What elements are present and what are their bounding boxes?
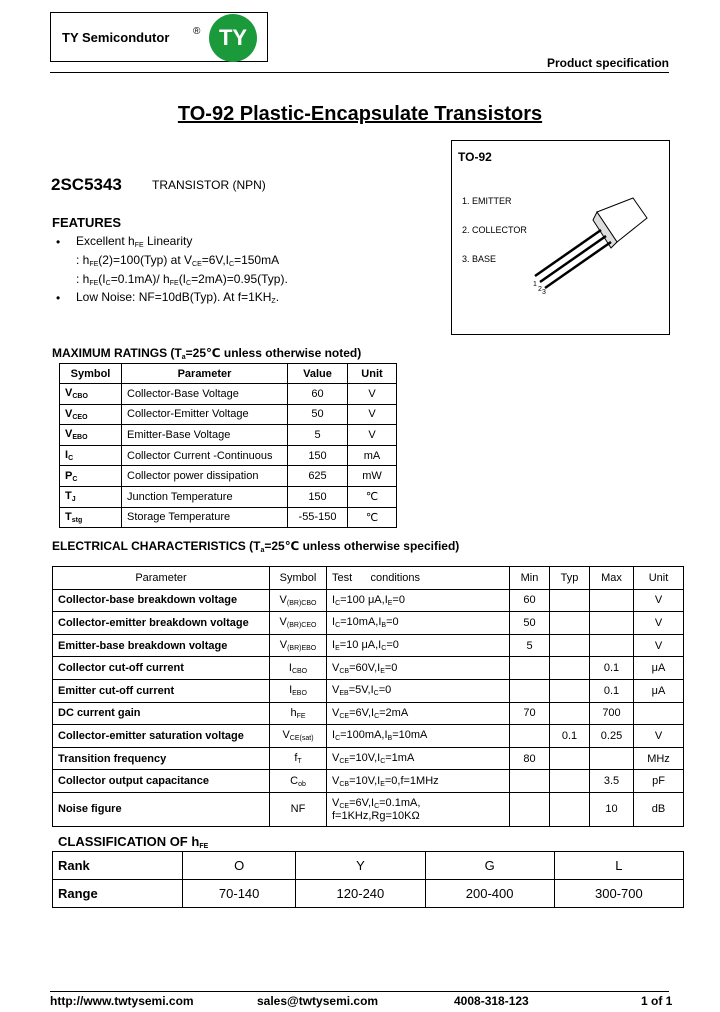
max-cell <box>590 634 634 657</box>
unit-cell: mA <box>348 445 397 466</box>
condition-cell: $V_{CB}=10V,I_E=0,f=1MHz$ <box>327 770 510 793</box>
condition-cell: $I_C=100mA,I_B=10mA$ <box>327 725 510 748</box>
table-row <box>60 384 397 405</box>
col-header: Max <box>590 567 634 590</box>
feature-low-noise: Low Noise: NF=10dB(Typ). At $f=1KH_Z$. <box>76 290 280 305</box>
features-heading: FEATURES <box>52 215 122 230</box>
typ-cell <box>550 657 590 680</box>
max-cell: 0.25 <box>590 725 634 748</box>
parameter-cell: Storage Temperature <box>122 507 288 528</box>
pin-3-label: 3. BASE <box>462 254 497 264</box>
pin-number-3: 3 <box>542 289 546 296</box>
parameter-cell: Transition frequency <box>53 747 270 770</box>
parameter-cell: Collector power dissipation <box>122 466 288 487</box>
value-cell: -55-150 <box>288 507 348 528</box>
max-ratings-table <box>59 363 397 528</box>
value-cell: 5 <box>288 425 348 446</box>
unit-cell: μA <box>634 657 684 680</box>
condition-cell: $V_{EB}=5V,I_C=0$ <box>327 679 510 702</box>
typ-cell <box>550 612 590 635</box>
typ-cell: 0.1 <box>550 725 590 748</box>
min-cell <box>510 679 550 702</box>
table-header-row <box>53 567 684 590</box>
max-cell: 10 <box>590 792 634 826</box>
parameter-cell: Collector-Base Voltage <box>122 384 288 405</box>
table-row <box>53 747 684 770</box>
typ-cell <box>550 679 590 702</box>
unit-cell: V <box>348 404 397 425</box>
unit-cell: ℃ <box>348 507 397 528</box>
min-cell: 60 <box>510 589 550 612</box>
min-cell <box>510 657 550 680</box>
registered-mark: ® <box>193 26 201 37</box>
range-cell: 200-400 <box>425 880 554 908</box>
bullet: • <box>56 291 61 305</box>
symbol-cell: $V_{(BR)EBO}$ <box>270 634 327 657</box>
unit-cell <box>634 702 684 725</box>
max-cell <box>590 747 634 770</box>
col-header: Parameter <box>122 364 288 384</box>
footer-email-link[interactable]: sales@twtysemi.com <box>257 994 379 1008</box>
symbol-cell: $C_{ob}$ <box>270 770 327 793</box>
unit-cell: dB <box>634 792 684 826</box>
feature-hfe-ratio: : $h_{FE}(I_C=0.1mA)/$ $h_{FE}(I_C=2mA)=0.95(Typ)$. <box>76 272 288 287</box>
electrical-heading: ELECTRICAL CHARACTERISTICS ($T_a=25℃$ unless otherwise specified) <box>52 539 460 554</box>
company-name: TY Semicondutor <box>62 30 170 45</box>
table-row <box>53 679 684 702</box>
document-title: TO-92 Plastic-Encapsulate Transistors <box>177 103 543 125</box>
parameter-cell: Collector output capacitance <box>53 770 270 793</box>
max-cell <box>590 612 634 635</box>
typ-cell <box>550 747 590 770</box>
table-row <box>60 445 397 466</box>
table-row <box>53 702 684 725</box>
rank-cell: L <box>554 852 683 880</box>
parameter-cell: Emitter-base breakdown voltage <box>53 634 270 657</box>
bullet: • <box>56 235 61 249</box>
table-row <box>53 770 684 793</box>
range-cell: 70-140 <box>183 880 296 908</box>
feature-linearity: Excellent $h_{FE}$ Linearity <box>76 234 193 249</box>
classification-heading: CLASSIFICATION OF $h_{FE}$ <box>58 834 209 850</box>
table-row <box>60 404 397 425</box>
parameter-cell: Collector-emitter saturation voltage <box>53 725 270 748</box>
value-cell: 150 <box>288 445 348 466</box>
max-cell <box>590 589 634 612</box>
symbol-cell: $V_{CEO}$ <box>60 404 122 425</box>
min-cell: 70 <box>510 702 550 725</box>
symbol-cell: NF <box>270 792 327 826</box>
footer-page-number: 1 of 1 <box>641 994 673 1008</box>
table-row <box>53 725 684 748</box>
col-header: Unit <box>634 567 684 590</box>
parameter-cell: Emitter-Base Voltage <box>122 425 288 446</box>
parameter-cell: Collector-base breakdown voltage <box>53 589 270 612</box>
range-row <box>53 880 684 908</box>
table-row <box>53 792 684 826</box>
table-row <box>60 466 397 487</box>
symbol-cell: $I_C$ <box>60 445 122 466</box>
min-cell: 80 <box>510 747 550 770</box>
condition-line2: f=1KHz,Rg=10KΩ <box>332 809 420 822</box>
col-header: Typ <box>550 567 590 590</box>
condition-cell: $I_C=10mA,I_B=0$ <box>327 612 510 635</box>
col-header: Unit <box>348 364 397 384</box>
symbol-cell: $V_{CE(sat)}$ <box>270 725 327 748</box>
unit-cell: V <box>348 425 397 446</box>
rank-label: Rank <box>53 852 183 880</box>
col-header: Symbol <box>60 364 122 384</box>
condition-cell: $I_E=10$ $\mu A,I_C=0$ <box>327 634 510 657</box>
unit-cell: ℃ <box>348 486 397 507</box>
range-label: Range <box>53 880 183 908</box>
pin-number-2: 2 <box>538 286 542 293</box>
max-cell: 0.1 <box>590 657 634 680</box>
typ-cell <box>550 702 590 725</box>
pin-2-label: 2. COLLECTOR <box>462 225 527 235</box>
condition-cell: $V_{CE}=6V,I_C=2mA$ <box>327 702 510 725</box>
package-name: TO-92 <box>458 150 492 164</box>
unit-cell: V <box>634 634 684 657</box>
product-specification-label: Product specification <box>546 56 669 70</box>
unit-cell: mW <box>348 466 397 487</box>
classification-table <box>52 851 684 908</box>
parameter-cell: Collector cut-off current <box>53 657 270 680</box>
typ-cell <box>550 792 590 826</box>
symbol-cell: $I_{CBO}$ <box>270 657 327 680</box>
value-cell: 625 <box>288 466 348 487</box>
company-logo-badge <box>209 14 257 62</box>
table-row <box>53 634 684 657</box>
rank-cell: G <box>425 852 554 880</box>
min-cell <box>510 725 550 748</box>
parameter-cell: Collector Current -Continuous <box>122 445 288 466</box>
parameter-cell: Junction Temperature <box>122 486 288 507</box>
condition-cell: $V_{CB}=60V,I_E=0$ <box>327 657 510 680</box>
max-ratings-heading: MAXIMUM RATINGS ($T_a=25℃$ unless otherwise noted) <box>52 346 362 361</box>
min-cell <box>510 770 550 793</box>
symbol-cell: $V_{(BR)CBO}$ <box>270 589 327 612</box>
footer-url-link[interactable]: http://www.twtysemi.com <box>50 994 194 1008</box>
range-cell: 300-700 <box>554 880 683 908</box>
unit-cell: μA <box>634 679 684 702</box>
typ-cell <box>550 634 590 657</box>
table-row <box>60 486 397 507</box>
col-header: Test conditions <box>327 567 510 590</box>
table-row <box>60 507 397 528</box>
symbol-cell: $V_{EBO}$ <box>60 425 122 446</box>
logo-letters: TY <box>218 25 248 50</box>
symbol-cell: $I_{EBO}$ <box>270 679 327 702</box>
symbol-cell: $T_J$ <box>60 486 122 507</box>
value-cell: 60 <box>288 384 348 405</box>
max-cell: 0.1 <box>590 679 634 702</box>
part-number: 2SC5343 <box>51 175 122 194</box>
rank-row <box>53 852 684 880</box>
min-cell: 5 <box>510 634 550 657</box>
condition-cell: $V_{CE}=10V,I_C=1mA$ <box>327 747 510 770</box>
col-header: Parameter <box>53 567 270 590</box>
typ-cell <box>550 589 590 612</box>
feature-hfe-typ: : $h_{FE}(2)=100(Typ)$ at $V_{CE}=6V,I_C=150mA$ <box>76 253 280 268</box>
parameter-cell: Noise figure <box>53 792 270 826</box>
footer-phone: 4008-318-123 <box>454 994 529 1008</box>
rank-cell: Y <box>296 852 425 880</box>
pin-number-1: 1 <box>533 281 537 288</box>
symbol-cell: $V_{(BR)CEO}$ <box>270 612 327 635</box>
range-cell: 120-240 <box>296 880 425 908</box>
unit-cell: MHz <box>634 747 684 770</box>
min-cell <box>510 792 550 826</box>
rank-cell: O <box>183 852 296 880</box>
header-rule <box>50 72 669 73</box>
parameter-cell: Collector-emitter breakdown voltage <box>53 612 270 635</box>
symbol-cell: $h_{FE}$ <box>270 702 327 725</box>
parameter-cell: DC current gain <box>53 702 270 725</box>
symbol-cell: $P_C$ <box>60 466 122 487</box>
parameter-cell: Emitter cut-off current <box>53 679 270 702</box>
max-cell: 700 <box>590 702 634 725</box>
col-header: Min <box>510 567 550 590</box>
condition-cell: $I_C=100$ $\mu A,I_E=0$ <box>327 589 510 612</box>
pin-1-label: 1. EMITTER <box>462 196 512 206</box>
to92-package-drawing <box>525 190 650 300</box>
unit-cell: pF <box>634 770 684 793</box>
max-cell: 3.5 <box>590 770 634 793</box>
value-cell: 150 <box>288 486 348 507</box>
transistor-body-icon <box>535 198 647 288</box>
condition-cell: $V_{CE}=6V,I_C=0.1mA$, f=1KHz,Rg=10KΩ <box>327 792 510 826</box>
parameter-cell: Collector-Emitter Voltage <box>122 404 288 425</box>
unit-cell: V <box>348 384 397 405</box>
table-row <box>53 612 684 635</box>
unit-cell: V <box>634 725 684 748</box>
col-header: Symbol <box>270 567 327 590</box>
min-cell: 50 <box>510 612 550 635</box>
table-row <box>53 657 684 680</box>
unit-cell: V <box>634 589 684 612</box>
symbol-cell: $V_{CBO}$ <box>60 384 122 405</box>
part-description: TRANSISTOR (NPN) <box>152 178 266 192</box>
unit-cell: V <box>634 612 684 635</box>
symbol-cell: $f_T$ <box>270 747 327 770</box>
col-header: Value <box>288 364 348 384</box>
table-row <box>60 425 397 446</box>
footer-rule <box>50 991 669 992</box>
electrical-characteristics-table <box>52 566 684 827</box>
value-cell: 50 <box>288 404 348 425</box>
table-header-row <box>60 364 397 384</box>
table-row <box>53 589 684 612</box>
symbol-cell: $T_{stg}$ <box>60 507 122 528</box>
typ-cell <box>550 770 590 793</box>
